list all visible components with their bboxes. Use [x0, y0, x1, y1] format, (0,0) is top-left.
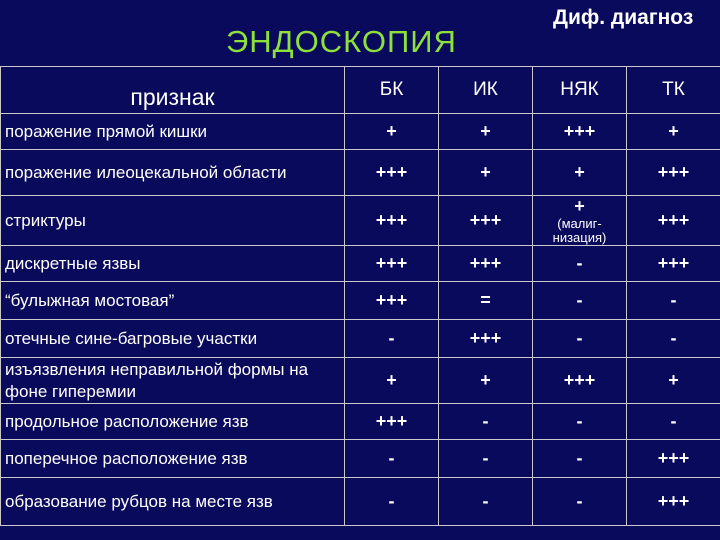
table-row [1, 358, 720, 404]
cell-value: - [533, 320, 627, 358]
cell-value: + [439, 114, 533, 150]
row-label: продольное расположение язв [1, 404, 345, 440]
cell-value: +++ [627, 150, 720, 196]
table-row [1, 114, 720, 150]
cell-value: +++ [345, 196, 439, 246]
cell-value: - [439, 404, 533, 440]
cell-value: - [533, 440, 627, 478]
slide-title: ЭНДОСКОПИЯ [226, 24, 457, 59]
cell-value-with-note [533, 196, 627, 246]
cell-value: - [439, 478, 533, 526]
cell-value: + [627, 358, 720, 404]
table-row [1, 246, 720, 282]
diagnosis-table [0, 66, 720, 526]
row-label: стриктуры [1, 196, 345, 246]
cell-value: - [533, 246, 627, 282]
row-label: поражение прямой кишки [1, 114, 345, 150]
cell-value: - [533, 404, 627, 440]
row-label: поперечное расположение язв [1, 440, 345, 478]
column-header-ik: ИК [439, 67, 533, 114]
cell-value: +++ [533, 114, 627, 150]
cell-value: +++ [627, 478, 720, 526]
cell-value: - [439, 440, 533, 478]
cell-value: = [439, 282, 533, 320]
cell-value: +++ [627, 246, 720, 282]
table-row [1, 478, 720, 526]
cell-value: +++ [627, 440, 720, 478]
cell-value: +++ [345, 404, 439, 440]
table-row [1, 150, 720, 196]
cell-value: +++ [345, 150, 439, 196]
cell-value: - [533, 478, 627, 526]
cell-value: - [533, 282, 627, 320]
cell-note: (малиг-низация) [552, 216, 607, 245]
cell-value: + [345, 114, 439, 150]
cell-value: +++ [533, 358, 627, 404]
row-label: “булыжная мостовая” [1, 282, 345, 320]
cell-value: - [345, 478, 439, 526]
cell-value: + [439, 358, 533, 404]
cell-value: + [627, 114, 720, 150]
cell-value: - [627, 320, 720, 358]
cell-value: +++ [439, 196, 533, 246]
slide-subtitle: Диф. диагноз [553, 6, 694, 29]
column-header-nyak: НЯК [533, 67, 627, 114]
column-header-bk: БК [345, 67, 439, 114]
cell-value: + [345, 358, 439, 404]
row-label: дискретные язвы [1, 246, 345, 282]
cell-value: +++ [345, 282, 439, 320]
cell-value: - [627, 282, 720, 320]
cell-value: - [345, 440, 439, 478]
column-header-tk: ТК [627, 67, 720, 114]
row-label: образование рубцов на месте язв [1, 478, 345, 526]
cell-value: +++ [439, 320, 533, 358]
cell-value: + [574, 196, 585, 216]
cell-value: +++ [439, 246, 533, 282]
cell-value: - [345, 320, 439, 358]
row-label: поражение илеоцекальной области [1, 150, 345, 196]
cell-value: + [533, 150, 627, 196]
row-label: отечные сине-багровые участки [1, 320, 345, 358]
row-label: изъязвления неправильной формы на фоне гиперемии [1, 358, 345, 404]
table-row [1, 440, 720, 478]
feature-column-header: признак [1, 67, 345, 114]
cell-value: + [439, 150, 533, 196]
cell-value: +++ [627, 196, 720, 246]
header-row [1, 67, 720, 114]
table-row [1, 404, 720, 440]
table-row [1, 320, 720, 358]
cell-value: - [627, 404, 720, 440]
cell-value: +++ [345, 246, 439, 282]
table-row [1, 196, 720, 246]
table-row [1, 282, 720, 320]
